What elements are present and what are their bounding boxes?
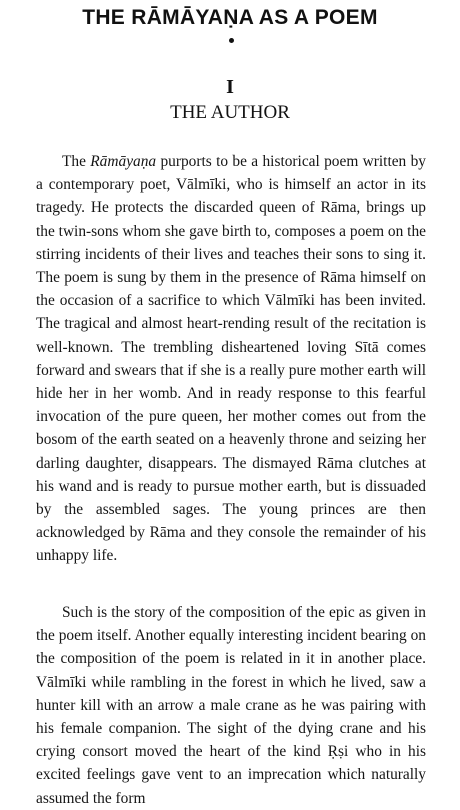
title-dot-mark [229, 38, 234, 43]
chapter-number: I [226, 76, 234, 98]
page-title: THE RĀMĀYAṆA AS A POEM [82, 6, 378, 29]
paragraph-1-lead: The [62, 153, 91, 170]
paragraph-2: Such is the story of the composition of the epic as given in the poem itself. Another equally interesting incident bearing on the composition of the poem is related in it in another place. Vālmīki while rambling in the forest in which he lived, saw a hunter kill with an arrow a male crane as he was pairing with his female companion. The sight of the dying crane and his crying consort moved the heart of the kind Ṛṣi who in his excited feelings gave vent to an imprecation which naturally assumed the form [36, 604, 426, 807]
paragraph-1-italic-title: Rāmāyaṇa [90, 153, 157, 170]
paragraph-1-text: purports to be a historical poem written by a contemporary poet, Vālmīki, who is himself an actor in its tragedy. He protects the discarded queen of Rāma, brings up the twin-sons whom she gave birth to, composes a poem on the stirring incidents of their lives and teaches their sons to sing it. The poem is sung by them in the presence of Rāma himself on the occasion of a sacrifice to which Vālmīki has been invited. The tragical and almost heart-rending result of the recitation is well-known. The trembling disheartened loving Sītā comes forward and swears that if she is a really pure mother earth will hide her in her womb. And in ready response to this fearful invocation of the pure queen, her mother comes out from the bosom of the earth seated on a heavenly throne and seizing her darling daughter, disappears. The dismayed Rāma clutches at his wand and is ready to pursue mother earth, but is dissuaded by the assembled sages. The young princes are then acknowledged by Rāma and they console the remainder of his unhappy life. [36, 153, 426, 565]
chapter-title: THE AUTHOR [170, 102, 290, 123]
paragraph-1 [36, 150, 426, 568]
